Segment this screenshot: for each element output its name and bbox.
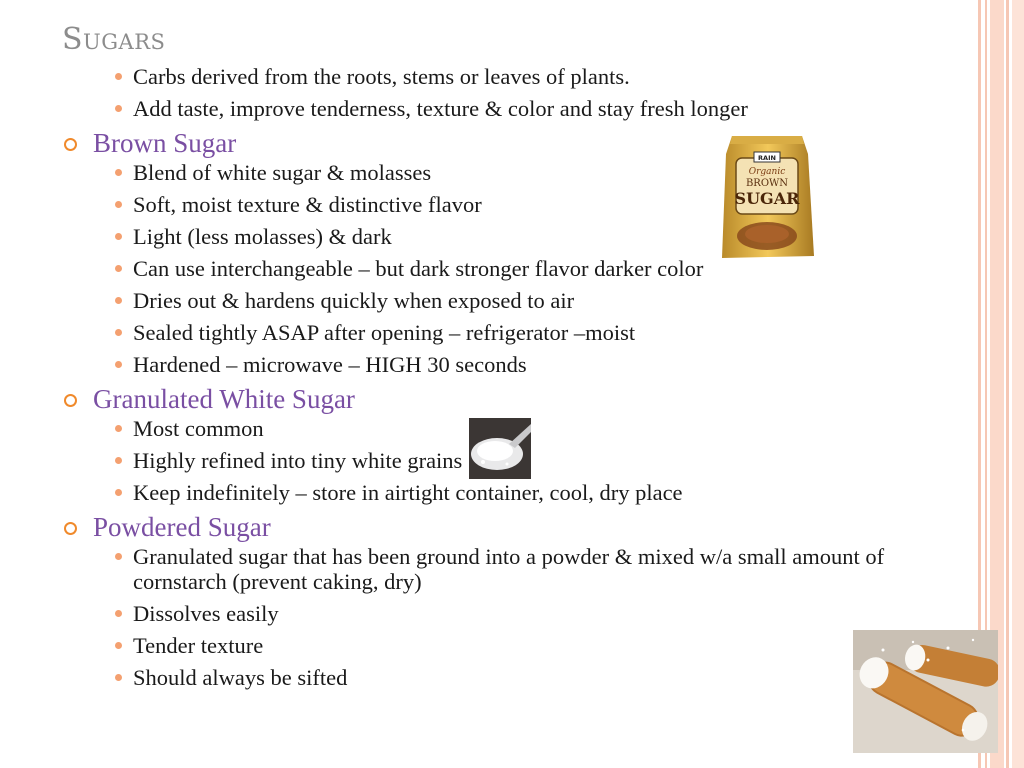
bullet-item <box>62 352 942 377</box>
bullet-text: Add taste, improve tenderness, texture & color and stay fresh longer <box>133 96 748 121</box>
bullet-item <box>62 633 942 658</box>
granulated-sugar-image <box>469 418 531 479</box>
dot-bullet-icon <box>115 457 122 464</box>
bullet-text: Blend of white sugar & molasses <box>133 160 432 185</box>
dot-bullet-icon <box>115 361 122 368</box>
bullet-text: Keep indefinitely – store in airtight container, cool, dry place <box>133 480 683 505</box>
bullet-item <box>62 601 942 626</box>
dot-bullet-icon <box>115 73 122 80</box>
bag-label-line2: BROWN <box>745 178 789 189</box>
circle-outline-icon <box>64 394 77 407</box>
dot-bullet-icon <box>115 425 122 432</box>
slide-title: Sugars <box>62 22 166 57</box>
bullet-text: Hardened – microwave – HIGH 30 seconds <box>133 352 527 377</box>
dot-bullet-icon <box>115 553 122 560</box>
dot-bullet-icon <box>115 297 122 304</box>
dot-bullet-icon <box>115 169 122 176</box>
dot-bullet-icon <box>115 489 122 496</box>
bag-label-line1: Organic <box>748 167 786 177</box>
bullet-text: Should always be sifted <box>133 665 348 690</box>
bullet-item <box>62 96 942 121</box>
circle-outline-icon <box>64 138 77 151</box>
section-heading-granulated-white-sugar: Granulated White Sugar <box>62 384 942 414</box>
dot-bullet-icon <box>115 329 122 336</box>
bullet-text: Carbs derived from the roots, stems or leaves of plants. <box>133 64 630 89</box>
cannoli-powdered-sugar-image <box>853 630 998 753</box>
dot-bullet-icon <box>115 674 122 681</box>
bullet-item <box>62 64 942 89</box>
bullet-item <box>62 288 942 313</box>
bullet-text: Tender texture <box>133 633 264 658</box>
bullet-item <box>62 544 942 594</box>
circle-outline-icon <box>64 522 77 535</box>
bullet-item <box>62 665 942 690</box>
dot-bullet-icon <box>115 265 122 272</box>
dot-bullet-icon <box>115 105 122 112</box>
dot-bullet-icon <box>115 642 122 649</box>
dot-bullet-icon <box>115 610 122 617</box>
dot-bullet-icon <box>115 233 122 240</box>
dot-bullet-icon <box>115 201 122 208</box>
bullet-text: Light (less molasses) & dark <box>133 224 392 249</box>
bullet-item <box>62 320 942 345</box>
bullet-text: Soft, moist texture & distinctive flavor <box>133 192 482 217</box>
bullet-text: Most common <box>133 416 264 441</box>
bullet-text: Sealed tightly ASAP after opening – refrigerator –moist <box>133 320 636 345</box>
bullet-text: Dries out & hardens quickly when exposed to air <box>133 288 575 313</box>
bag-brand-text: RAIN <box>758 154 776 162</box>
bullet-item <box>62 480 942 505</box>
bullet-text: Can use interchangeable – but dark stronger flavor darker color <box>133 256 704 281</box>
bullet-text: Highly refined into tiny white grains <box>133 448 463 473</box>
bullet-text: Granulated sugar that has been ground into a powder & mixed w/a small amount of cornstarch (prevent caking, dry) <box>133 544 885 594</box>
bag-label-line3: SUGAR <box>734 189 800 208</box>
section-heading-brown-sugar: Brown Sugar <box>62 128 942 158</box>
bullet-text: Dissolves easily <box>133 601 279 626</box>
section-heading-powdered-sugar: Powdered Sugar <box>62 512 942 542</box>
brown-sugar-bag-image <box>718 134 816 262</box>
